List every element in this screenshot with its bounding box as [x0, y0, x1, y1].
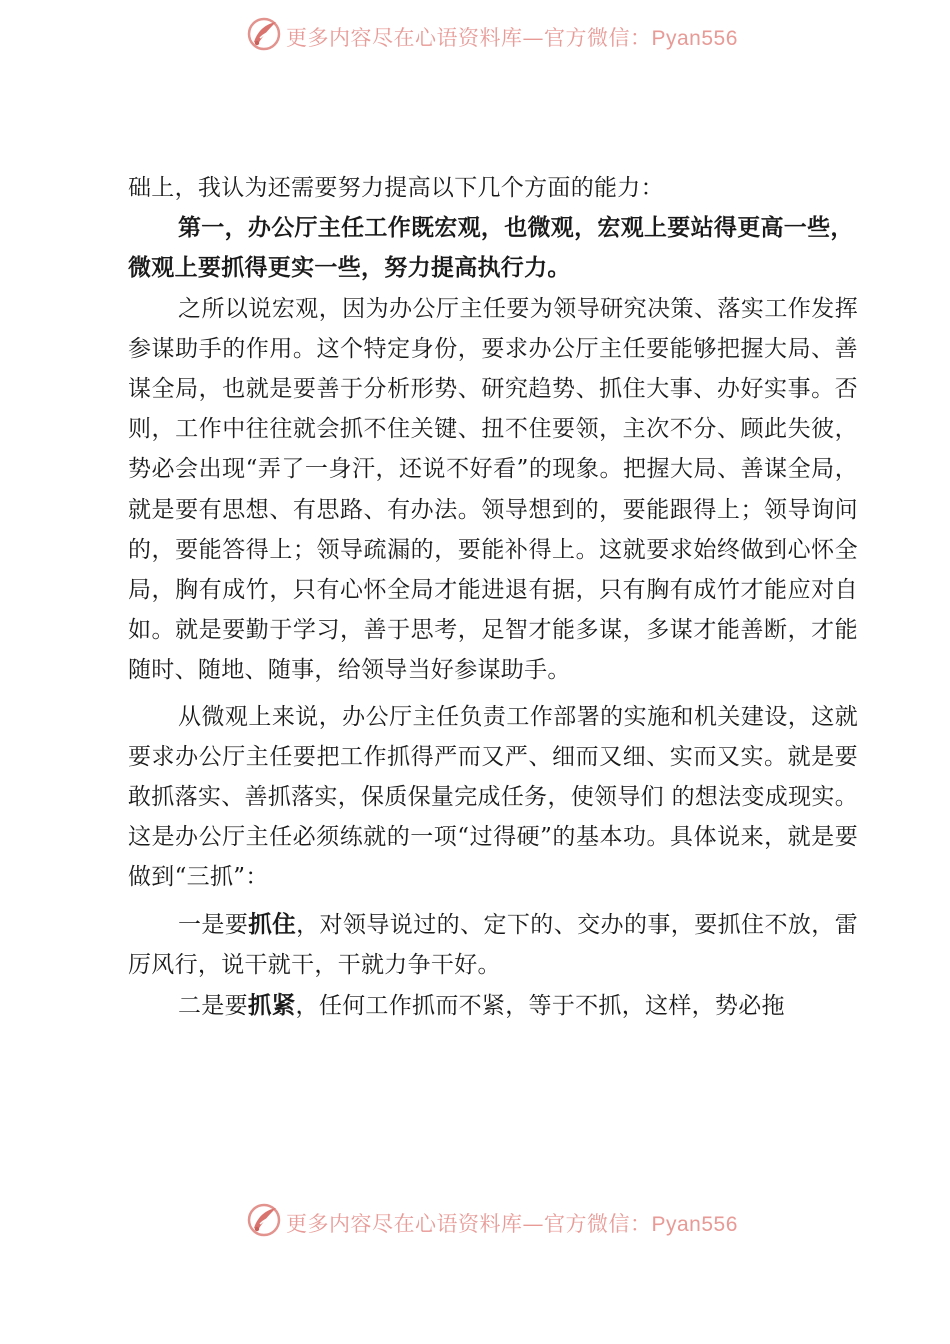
header-banner-text: 更多内容尽在心语资料库—官方微信：Pyan556 [286, 26, 738, 50]
paragraph-macro: 之所以说宏观，因为办公厅主任要为领导研究决策、落实工作发挥参谋助手的作用。这个特定身份，要求办公厅主任要能够把握大局、善谋全局，也就是要善于分析形势、研究趋势、抓住大事、办好实事。否则，工作中往往就会抓不住关键、扭不住要领，主次不分、顾此失彼，势必会出现“弄了一身汗，还说不好看”的现象。把握大局、善谋全局，就是要有思想、有思路、有办法。领导想到的，要能跟得上；领导询问的，要能答得上；领导疏漏的，要能补得上。这就要求始终做到心怀全局，胸有成竹，只有心怀全局才能进退有据，只有胸有成竹才能应对自如。就是要勤于学习，善于思考，足智才能多谋，多谋才能善断，才能随时、随地、随事，给领导当好参谋助手。 [128, 295, 858, 684]
list-item-grasp: 一是要抓住，对领导说过的、定下的、交办的事，要抓住不放，雷厉风行，说干就干，干就力争干好。 [128, 909, 859, 978]
intro-line: 础上，我认为还需要努力提高以下几个方面的能力： [128, 175, 664, 201]
brand-logo-icon [246, 16, 282, 52]
section-heading-first: 第一，办公厅主任工作既宏观，也微观，宏观上要站得更高一些，微观上要抓得更实一些，努力提高执行力。 [128, 215, 854, 282]
keyword-grasp: 抓住 [248, 909, 297, 938]
header-wechat-id: Pyan556 [651, 27, 738, 50]
document-body [128, 168, 858, 1026]
footer-watermark-banner [0, 1200, 950, 1244]
header-watermark-banner [0, 14, 950, 58]
footer-wechat-id: Pyan556 [651, 1213, 738, 1236]
list-item-tighten: 二是要抓紧，任何工作抓而不紧，等于不抓，这样，势必拖 [178, 991, 785, 1020]
paragraph-micro: 从微观上来说，办公厅主任负责工作部署的实施和机关建设，这就要求办公厅主任要把工作抓得严而又严、细而又细、实而又实。就是要敢抓落实、善抓落实，保质保量完成任务，使领导们 的想法变成现实。这是办公厅主任必须练就的一项“过得硬”的基本功。具体说来，就是要做到“三抓”： [128, 703, 858, 891]
keyword-tighten: 抓紧 [247, 991, 296, 1020]
brand-logo-icon [246, 1202, 282, 1238]
footer-banner-text: 更多内容尽在心语资料库—官方微信：Pyan556 [286, 1212, 738, 1236]
